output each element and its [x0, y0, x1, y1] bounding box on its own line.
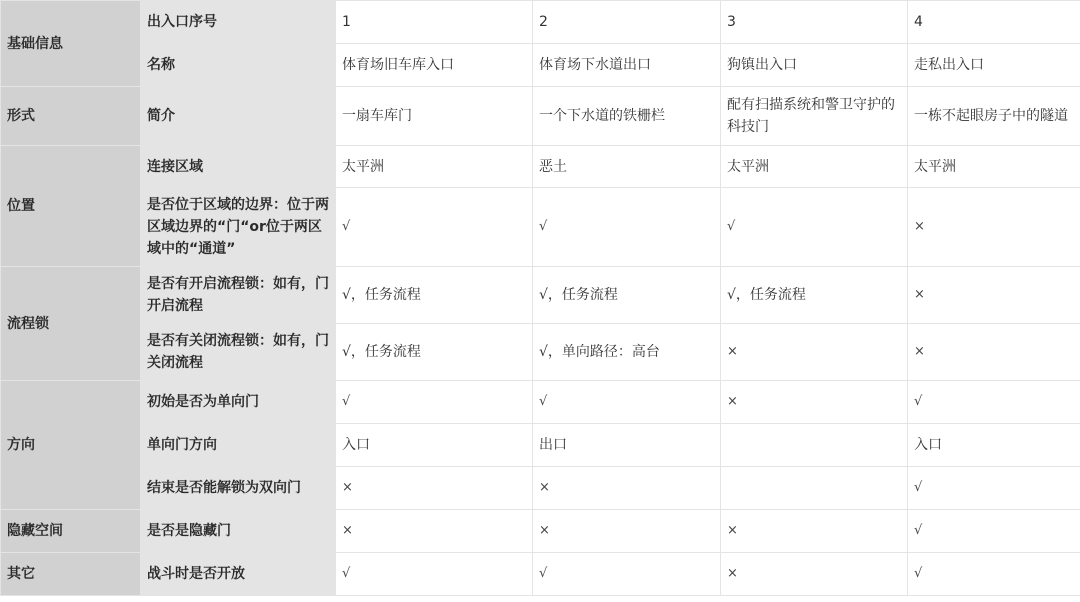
- table-row-open-lock: [1, 267, 1080, 324]
- field-intro: 简介: [141, 87, 336, 146]
- category-form: 形式: [1, 87, 141, 146]
- cell-hidden-3: ×: [721, 510, 908, 553]
- cell-combat-3: ×: [721, 553, 908, 596]
- cell-intro-4: 一栋不起眼房子中的隧道: [908, 87, 1080, 146]
- cell-hidden-4: √: [908, 510, 1080, 553]
- cell-close-lock-4: ×: [908, 324, 1080, 381]
- field-entrance-index: 出入口序号: [141, 1, 336, 44]
- field-is-hidden: 是否是隐藏门: [141, 510, 336, 553]
- cell-boundary-3: √: [721, 188, 908, 267]
- cell-hidden-1: ×: [336, 510, 533, 553]
- field-name: 名称: [141, 44, 336, 87]
- cell-index-1: 1: [336, 1, 533, 44]
- cell-boundary-1: √: [336, 188, 533, 267]
- cell-hidden-2: ×: [533, 510, 721, 553]
- table-row-hidden: [1, 510, 1080, 553]
- category-hidden-space: 隐藏空间: [1, 510, 141, 553]
- cell-intro-3: 配有扫描系统和警卫守护的科技门: [721, 87, 908, 146]
- category-process-lock: 流程锁: [1, 267, 141, 381]
- category-direction: 方向: [1, 381, 141, 510]
- cell-open-lock-2: √，任务流程: [533, 267, 721, 324]
- cell-close-lock-1: √，任务流程: [336, 324, 533, 381]
- cell-connect-2: 恶土: [533, 146, 721, 188]
- cell-one-way-dir-3: [721, 424, 908, 467]
- cell-one-way-dir-1: 入口: [336, 424, 533, 467]
- cell-open-lock-1: √，任务流程: [336, 267, 533, 324]
- cell-connect-4: 太平洲: [908, 146, 1080, 188]
- field-combat-open: 战斗时是否开放: [141, 553, 336, 596]
- field-one-way-direction: 单向门方向: [141, 424, 336, 467]
- cell-boundary-2: √: [533, 188, 721, 267]
- table-row-index: [1, 1, 1080, 44]
- category-basic-info: 基础信息: [1, 1, 141, 87]
- cell-one-way-4: √: [908, 381, 1080, 424]
- cell-one-way-dir-4: 入口: [908, 424, 1080, 467]
- cell-combat-1: √: [336, 553, 533, 596]
- cell-combat-4: √: [908, 553, 1080, 596]
- category-other: 其它: [1, 553, 141, 596]
- cell-one-way-dir-2: 出口: [533, 424, 721, 467]
- cell-index-3: 3: [721, 1, 908, 44]
- table-row-unlock-two-way: [1, 467, 1080, 510]
- field-open-lock: 是否有开启流程锁：如有，门开启流程: [141, 267, 336, 324]
- cell-open-lock-3: √，任务流程: [721, 267, 908, 324]
- cell-unlock-2: ×: [533, 467, 721, 510]
- cell-combat-2: √: [533, 553, 721, 596]
- cell-open-lock-4: ×: [908, 267, 1080, 324]
- field-close-lock: 是否有关闭流程锁：如有，门关闭流程: [141, 324, 336, 381]
- cell-intro-2: 一个下水道的铁栅栏: [533, 87, 721, 146]
- field-one-way: 初始是否为单向门: [141, 381, 336, 424]
- cell-name-1: 体育场旧车库入口: [336, 44, 533, 87]
- table-row-name: [1, 44, 1080, 87]
- table-row-combat-open: [1, 553, 1080, 596]
- cell-close-lock-3: ×: [721, 324, 908, 381]
- cell-unlock-1: ×: [336, 467, 533, 510]
- cell-unlock-3: [721, 467, 908, 510]
- cell-unlock-4: √: [908, 467, 1080, 510]
- cell-name-3: 狗镇出入口: [721, 44, 908, 87]
- cell-boundary-4: ×: [908, 188, 1080, 267]
- table-row-connect: [1, 146, 1080, 188]
- cell-intro-1: 一扇车库门: [336, 87, 533, 146]
- table-row-boundary: [1, 188, 1080, 267]
- cell-index-2: 2: [533, 1, 721, 44]
- category-position: 位置: [1, 146, 141, 267]
- field-unlock-two-way: 结束是否能解锁为双向门: [141, 467, 336, 510]
- cell-one-way-2: √: [533, 381, 721, 424]
- cell-one-way-1: √: [336, 381, 533, 424]
- cell-close-lock-2: √，单向路径：高台: [533, 324, 721, 381]
- cell-name-2: 体育场下水道出口: [533, 44, 721, 87]
- cell-one-way-3: ×: [721, 381, 908, 424]
- field-boundary: 是否位于区域的边界：位于两区域边界的“门“or位于两区域中的“通道”: [141, 188, 336, 267]
- cell-connect-3: 太平洲: [721, 146, 908, 188]
- field-connect-area: 连接区域: [141, 146, 336, 188]
- cell-index-4: 4: [908, 1, 1080, 44]
- table-row-close-lock: [1, 324, 1080, 381]
- table-row-one-way-direction: [1, 424, 1080, 467]
- table-row-one-way: [1, 381, 1080, 424]
- table-row-intro: [1, 87, 1080, 146]
- cell-name-4: 走私出入口: [908, 44, 1080, 87]
- cell-connect-1: 太平洲: [336, 146, 533, 188]
